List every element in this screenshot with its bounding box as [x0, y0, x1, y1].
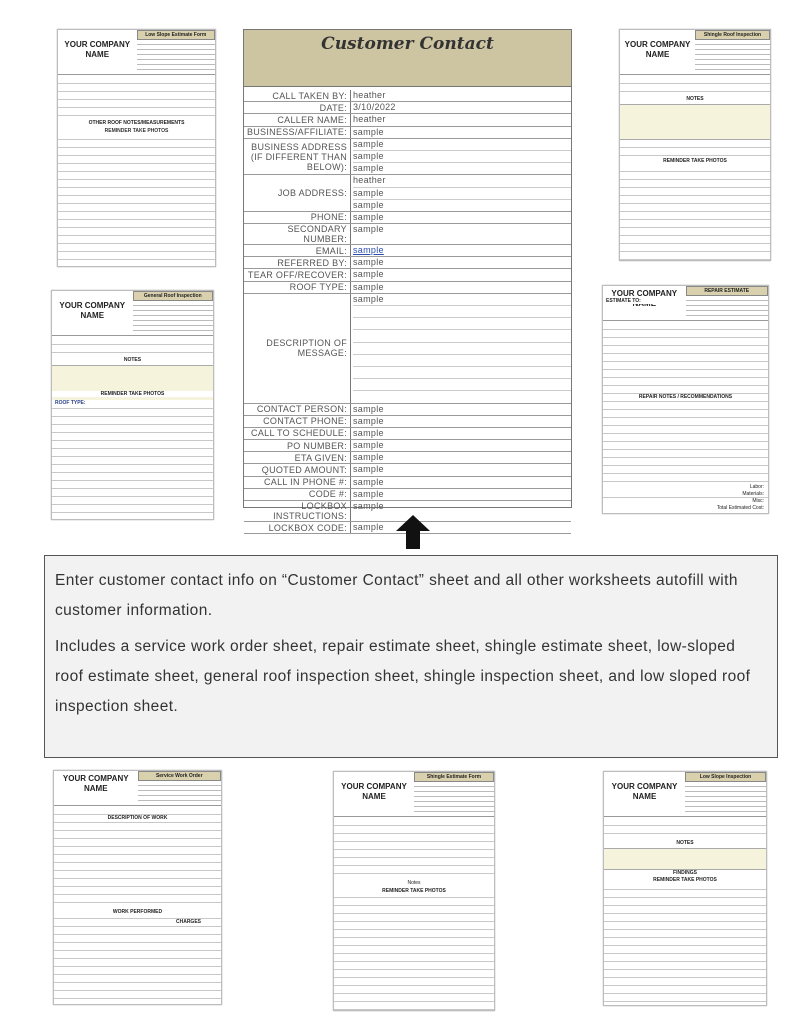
value-cell[interactable]: sample [353, 476, 384, 487]
contact-row [244, 212, 571, 224]
section-label: NOTES [604, 840, 766, 846]
value-cell[interactable] [353, 318, 571, 330]
value-cell[interactable] [353, 306, 571, 318]
sheet-title: REPAIR ESTIMATE [686, 286, 769, 296]
thumbnail-repair-estimate[interactable] [602, 285, 769, 514]
contact-field-value[interactable] [351, 139, 571, 175]
value-cell[interactable] [353, 330, 571, 342]
contact-field-label: DATE: [244, 102, 351, 113]
company-name: YOUR COMPANY [611, 289, 678, 298]
contact-row [244, 404, 571, 416]
value-cell[interactable] [353, 355, 571, 367]
contact-field-value[interactable] [351, 522, 571, 533]
contact-row [244, 294, 571, 404]
contact-field-label: BUSINESS ADDRESS (IF DIFFERENT THAN BELOW): [244, 139, 351, 175]
contact-field-value[interactable] [351, 294, 571, 403]
contact-field-label: CALLER NAME: [244, 114, 351, 125]
value-cell[interactable]: sample [353, 151, 571, 163]
contact-field-value[interactable] [351, 212, 571, 223]
value-cell[interactable]: sample [353, 294, 571, 306]
reminder-label: REMINDER TAKE PHOTOS [52, 391, 213, 397]
contact-field-value[interactable] [351, 452, 571, 463]
value-cell[interactable]: sample [353, 245, 384, 256]
section-label: NOTES [52, 357, 213, 363]
value-cell[interactable]: 3/10/2022 [353, 102, 396, 113]
contact-row [244, 269, 571, 281]
contact-row [244, 489, 571, 501]
value-cell[interactable]: heather [353, 90, 386, 100]
contact-row [244, 114, 571, 126]
value-cell[interactable]: sample [353, 188, 571, 200]
contact-field-label: JOB ADDRESS: [244, 175, 351, 211]
value-cell[interactable]: sample [353, 440, 384, 451]
value-cell[interactable]: sample [353, 427, 384, 438]
contact-row [244, 224, 571, 245]
value-cell[interactable] [353, 367, 571, 379]
contact-field-label: CODE #: [244, 489, 351, 500]
contact-field-value[interactable] [351, 428, 571, 439]
section-label: OTHER ROOF NOTES/MEASUREMENTS [58, 120, 215, 126]
contact-field-label: SECONDARY NUMBER: [244, 224, 351, 244]
company-name: YOUR COMPANY NAME [59, 301, 126, 320]
value-cell[interactable]: sample [353, 522, 384, 532]
contact-field-value[interactable] [351, 501, 571, 521]
roof-type-label: ROOF TYPE: [52, 400, 213, 406]
value-cell[interactable]: sample [353, 139, 571, 151]
value-cell[interactable]: sample [353, 163, 384, 174]
total-label: Total Estimated Cost: [603, 505, 768, 511]
contact-field-value[interactable] [351, 127, 571, 138]
value-cell[interactable]: sample [353, 211, 384, 222]
contact-field-label: EMAIL: [244, 245, 351, 256]
customer-contact-sheet [243, 29, 572, 533]
contact-row [244, 440, 571, 452]
value-cell[interactable]: sample [353, 269, 384, 280]
work-label: WORK PERFORMED [54, 909, 221, 915]
contact-field-value[interactable] [351, 404, 571, 415]
contact-field-value[interactable] [351, 282, 571, 293]
contact-field-label: ROOF TYPE: [244, 282, 351, 293]
contact-row [244, 464, 571, 476]
contact-row [244, 428, 571, 440]
contact-field-value[interactable] [351, 90, 571, 101]
contact-field-label: ETA GIVEN: [244, 452, 351, 463]
contact-row [244, 102, 571, 114]
description-paragraph: Includes a service work order sheet, repair estimate sheet, shingle estimate sheet, low-sloped roof estimate sheet, general roof inspection sheet, shingle inspection sheet, and low sloped roof inspection sheet. [55, 638, 751, 715]
contact-field-label: CONTACT PERSON: [244, 404, 351, 415]
company-name: YOUR COMPANY NAME [624, 40, 691, 59]
description-paragraph: Enter customer contact info on “Customer Contact” sheet and all other worksheets autofill with customer information. [55, 572, 738, 619]
value-cell[interactable]: sample [353, 126, 384, 137]
contact-row [244, 477, 571, 489]
sheet-title: Low Slope Estimate Form [137, 30, 216, 40]
value-cell[interactable]: sample [353, 403, 384, 414]
value-cell[interactable]: sample [353, 488, 384, 499]
contact-row [244, 139, 571, 176]
contact-field-value[interactable] [351, 489, 571, 500]
contact-field-label: CALL TAKEN BY: [244, 90, 351, 101]
contact-field-value[interactable] [351, 245, 571, 256]
materials-label: Materials: [603, 491, 768, 497]
contact-field-label: CALL TO SCHEDULE: [244, 428, 351, 439]
value-cell[interactable]: sample [353, 224, 384, 235]
thumbnail-general-inspection[interactable] [51, 290, 214, 520]
value-cell[interactable]: sample [353, 415, 384, 426]
reminder-label: REMINDER TAKE PHOTOS [58, 128, 215, 134]
thumbnail-low-slope-inspection[interactable] [603, 771, 767, 1006]
contact-row [244, 282, 571, 294]
sheet-title: General Roof Inspection [133, 291, 214, 301]
value-cell[interactable] [353, 343, 571, 355]
contact-row [244, 127, 571, 139]
value-cell[interactable]: sample [353, 281, 384, 292]
company-name: YOUR COMPANY NAME [611, 782, 678, 801]
contact-field-label: LOCKBOX INSTRUCTIONS: [244, 501, 351, 521]
company-name: YOUR COMPANY NAME [341, 782, 407, 801]
value-cell[interactable]: heather [353, 114, 386, 125]
contact-row [244, 245, 571, 257]
contact-field-label: QUOTED AMOUNT: [244, 464, 351, 475]
thumbnail-shingle-estimate[interactable] [333, 771, 495, 1011]
contact-field-value[interactable] [351, 269, 571, 280]
contact-field-label: DESCRIPTION OF MESSAGE: [244, 294, 351, 403]
section-label: NOTES [620, 96, 770, 102]
misc-label: Misc: [603, 498, 768, 504]
contact-row [244, 175, 571, 212]
value-cell[interactable]: sample [353, 199, 384, 210]
contact-field-value[interactable] [351, 102, 571, 113]
sheet-title: Service Work Order [138, 771, 222, 781]
value-cell[interactable]: sample [353, 464, 384, 475]
contact-field-value[interactable] [351, 257, 571, 268]
contact-field-label: BUSINESS/AFFILIATE: [244, 127, 351, 138]
contact-row [244, 257, 571, 269]
contact-field-label: CALL IN PHONE #: [244, 477, 351, 488]
thumbnail-service-work-order[interactable] [53, 770, 222, 1005]
value-cell[interactable]: sample [353, 257, 384, 268]
contact-field-value[interactable] [351, 114, 571, 125]
estimate-to-label: ESTIMATE TO: [603, 298, 676, 304]
value-cell[interactable] [353, 391, 571, 402]
sheet-title: Low Slope Inspection [685, 772, 766, 782]
contact-field-label: REFERRED BY: [244, 257, 351, 268]
section-label: REPAIR NOTES / RECOMMENDATIONS [603, 394, 768, 400]
contact-field-value[interactable] [351, 175, 571, 211]
value-cell[interactable] [353, 379, 571, 391]
contact-field-label: TEAR OFF/RECOVER: [244, 269, 351, 280]
contact-field-label: PHONE: [244, 212, 351, 223]
labor-label: Labor: [603, 484, 768, 490]
findings-label: FINDINGS [604, 870, 766, 876]
value-cell[interactable]: sample [353, 501, 384, 511]
contact-field-label: CONTACT PHONE: [244, 416, 351, 427]
reminder-label: REMINDER TAKE PHOTOS [604, 877, 766, 883]
contact-field-value[interactable] [351, 477, 571, 488]
thumbnail-shingle-inspection[interactable] [619, 29, 771, 261]
contact-row [244, 416, 571, 428]
contact-row [244, 90, 571, 102]
company-name: YOUR COMPANY NAME [62, 774, 129, 793]
sheet-title: Customer Contact [244, 30, 571, 87]
contact-field-value[interactable] [351, 224, 571, 244]
sheet-title: Shingle Estimate Form [414, 772, 494, 782]
reminder-label: REMINDER TAKE PHOTOS [620, 158, 770, 164]
contact-table [244, 90, 571, 534]
arrow-up-icon [396, 515, 430, 549]
sheet-title: Shingle Roof Inspection [695, 30, 770, 40]
contact-field-value[interactable] [351, 440, 571, 451]
section-label: Notes [334, 880, 494, 886]
contact-row [244, 452, 571, 464]
description-box [44, 555, 778, 758]
contact-field-label: LOCKBOX CODE: [244, 522, 351, 533]
contact-field-value[interactable] [351, 464, 571, 475]
value-cell[interactable]: heather [353, 175, 571, 187]
section-label: DESCRIPTION OF WORK [54, 815, 221, 821]
value-cell[interactable]: sample [353, 452, 384, 463]
contact-field-label: PO NUMBER: [244, 440, 351, 451]
company-name: YOUR COMPANY NAME [64, 40, 131, 59]
thumbnail-low-slope-estimate[interactable] [57, 29, 216, 267]
contact-field-value[interactable] [351, 416, 571, 427]
reminder-label: REMINDER TAKE PHOTOS [334, 888, 494, 894]
charges-label: CHARGES [54, 919, 221, 925]
